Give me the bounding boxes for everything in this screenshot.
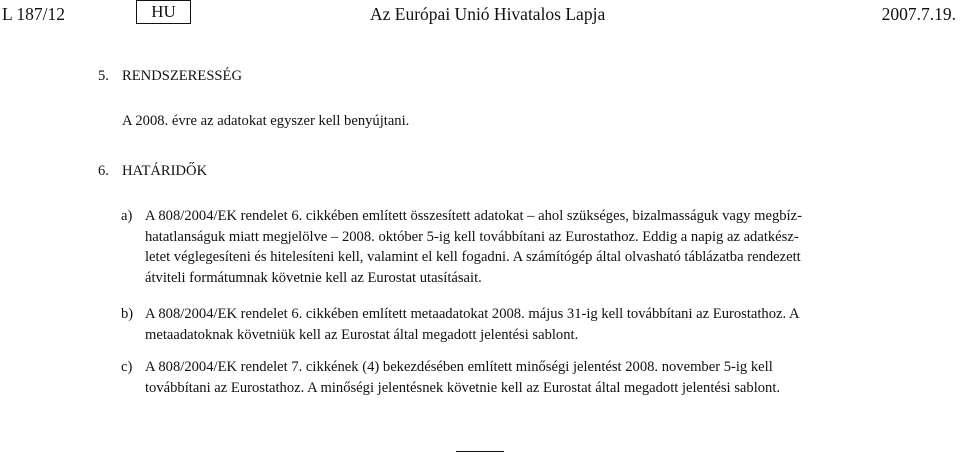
item-c-label: c) — [121, 359, 133, 375]
language-code-box: HU — [136, 0, 191, 24]
item-a-label: a) — [121, 208, 133, 224]
journal-title: Az Európai Unió Hivatalos Lapja — [370, 4, 606, 24]
item-b-label: b) — [121, 306, 134, 322]
item-b-line-1: A 808/2004/EK rendelet 6. cikkében említett metaadatokat 2008. május 31-ig kell továbbítani az Eurostathoz. A — [145, 306, 800, 322]
item-a-line-2: hatatlanságuk miatt megjelölve – 2008. október 5-ig kell továbbítani az Eurostathoz. Eddig a napig az adatkész- — [145, 228, 799, 245]
item-b-line-2: metaadatoknak követniük kell az Eurostat által megadott jelentési sablont. — [145, 326, 579, 343]
item-a-line-4: átviteli formátumnak követnie kell az Eurostat utasításait. — [145, 269, 482, 286]
end-rule — [456, 451, 504, 452]
page-reference: L 187/12 — [2, 4, 66, 24]
publication-date: 2007.7.19. — [881, 4, 956, 24]
section-5-text: A 2008. évre az adatokat egyszer kell benyújtani. — [122, 113, 410, 129]
item-c-line-2: továbbítani az Eurostathoz. A minőségi jelentésnek követnie kell az Eurostat által megadott jelentési sablont. — [145, 379, 781, 396]
section-6-title: HATÁRIDŐK — [122, 163, 208, 179]
item-a-line-3: letet véglegesíteni és hitelesíteni kell, valamint el kell fogadni. A számítógép által olvasható táblázatba rendezett — [145, 249, 801, 265]
item-a-line-1: A 808/2004/EK rendelet 6. cikkében említett összesített adatokat – ahol szükséges, bizalmasságuk vagy megbíz- — [145, 208, 802, 224]
item-c-line-1: A 808/2004/EK rendelet 7. cikkének (4) bekezdésében említett minőségi jelentést 2008. november 5-ig kell — [145, 359, 773, 375]
section-6-number: 6. — [98, 163, 109, 179]
section-5-number: 5. — [98, 68, 109, 84]
section-5-title: RENDSZERESSÉG — [122, 68, 243, 84]
